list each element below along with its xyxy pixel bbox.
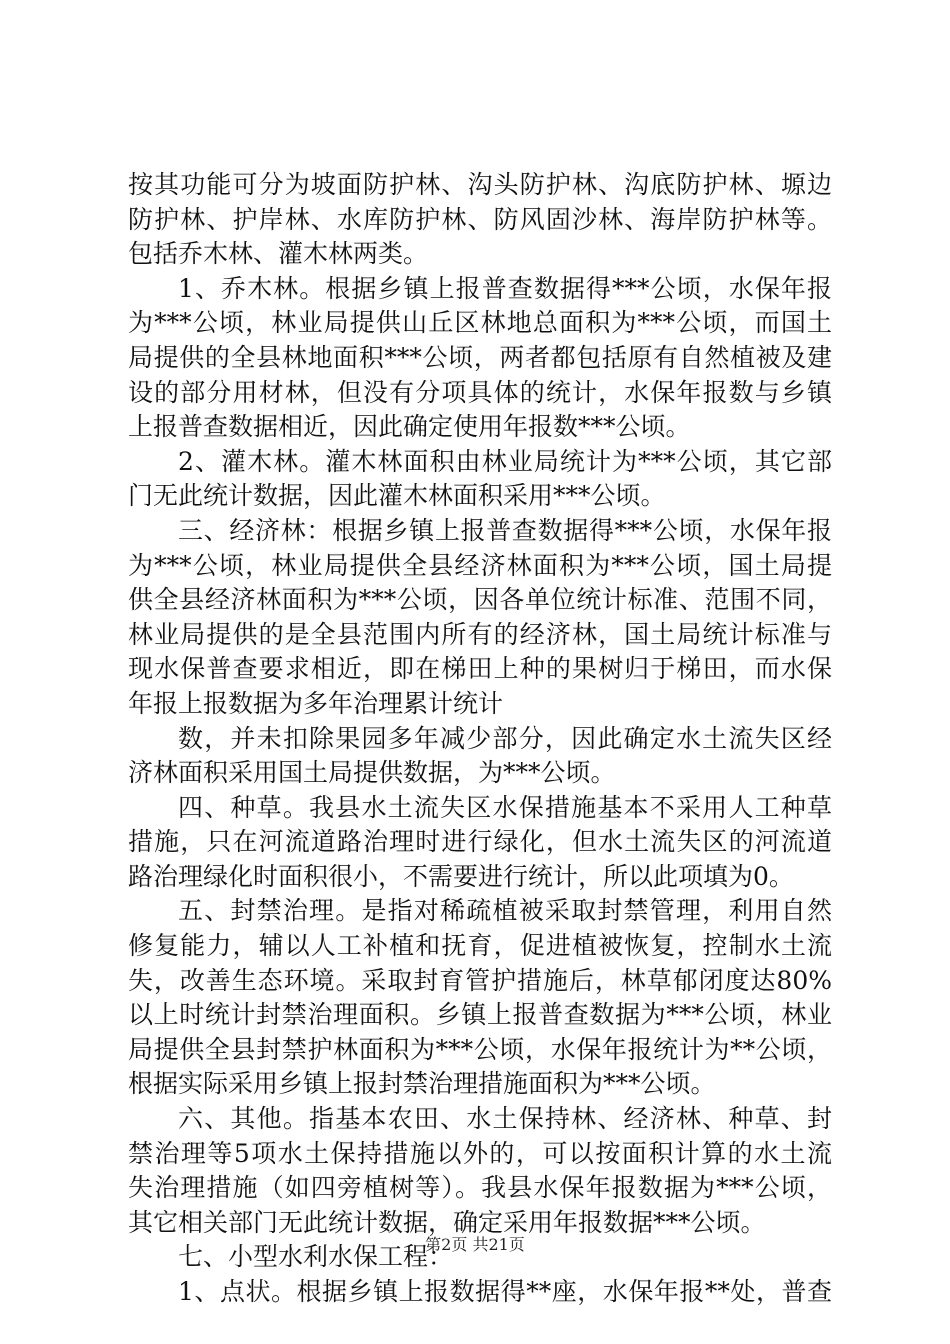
- document-body: [128, 168, 832, 1310]
- text-line: 1、点状。根据乡镇上报数据得**座，水保年报**处，普查: [178, 1277, 832, 1306]
- text-line: 包括乔木林、灌木林两类。: [128, 239, 429, 269]
- text-line: 林业局提供的是全县范围内所有的经济林，国土局统计标准与: [128, 619, 832, 649]
- text-line: 2、灌木林。灌木林面积由林业局统计为***公顷，其它部: [178, 446, 832, 476]
- text-line: 设的部分用材林，但没有分项具体的统计，水保年报数与乡镇: [128, 377, 832, 407]
- text-line: 年报上报数据为多年治理累计统计: [128, 688, 504, 718]
- text-line: 失治理措施（如四旁植树等）。我县水保年报数据为***公顷，: [128, 1173, 832, 1203]
- text-line: 失，改善生态环境。采取封育管护措施后，林草郁闭度达80%: [128, 965, 832, 995]
- text-line: 门无此统计数据，因此灌木林面积采用***公顷。: [128, 481, 666, 511]
- text-line: 为***公顷，林业局提供全县经济林面积为***公顷，国土局提: [128, 550, 832, 580]
- text-line: 1、乔木林。根据乡镇上报普查数据得***公顷，水保年报: [178, 273, 832, 303]
- text-line: 六、其他。指基本农田、水土保持林、经济林、种草、封: [178, 1104, 832, 1134]
- text-line: 局提供全县封禁护林面积为***公顷，水保年报统计为**公顷，: [128, 1034, 832, 1064]
- text-line: 济林面积采用国土局提供数据，为***公顷。: [128, 758, 616, 788]
- text-line: 四、种草。我县水土流失区水保措施基本不采用人工种草: [178, 792, 832, 822]
- text-line: 五、封禁治理。是指对稀疏植被采取封禁管理，利用自然: [178, 896, 832, 926]
- text-line: 为***公顷，林业局提供山丘区林地总面积为***公顷，而国土: [128, 308, 832, 338]
- text-line: 禁治理等5项水土保持措施以外的，可以按面积计算的水土流: [128, 1138, 832, 1168]
- text-line: 供全县经济林面积为***公顷，因各单位统计标准、范围不同，: [128, 585, 832, 615]
- text-line: 三、经济林：根据乡镇上报普查数据得***公顷，水保年报: [178, 515, 832, 545]
- text-line: 上报普查数据相近，因此确定使用年报数***公顷。: [128, 412, 691, 442]
- text-line: 根据实际采用乡镇上报封禁治理措施面积为***公顷。: [128, 1069, 716, 1099]
- text-line: 其它相关部门无此统计数据，确定采用年报数据***公顷。: [128, 1207, 766, 1237]
- text-line: 七、小型水利水保工程：: [178, 1242, 454, 1272]
- text-line: 修复能力，辅以人工补植和抚育，促进植被恢复，控制水土流: [128, 931, 832, 961]
- text-line: 以上时统计封禁治理面积。乡镇上报普查数据为***公顷，林业: [128, 1000, 832, 1030]
- text-line: 防护林、护岸林、水库防护林、防风固沙林、海岸防护林等。: [128, 204, 832, 234]
- page-footer: 第2页 共21页: [425, 1235, 525, 1254]
- text-line: 局提供的全县林地面积***公顷，两者都包括原有自然植被及建: [128, 342, 832, 372]
- text-line: 措施，只在河流道路治理时进行绿化，但水土流失区的河流道: [128, 827, 832, 857]
- text-line: 现水保普查要求相近，即在梯田上种的果树归于梯田，而水保: [128, 654, 832, 684]
- text-line: 路治理绿化时面积很小，不需要进行统计，所以此项填为0。: [128, 861, 794, 891]
- text-line: 按其功能可分为坡面防护林、沟头防护林、沟底防护林、塬边: [128, 170, 832, 199]
- text-line: 数，并未扣除果园多年减少部分，因此确定水土流失区经: [178, 723, 832, 753]
